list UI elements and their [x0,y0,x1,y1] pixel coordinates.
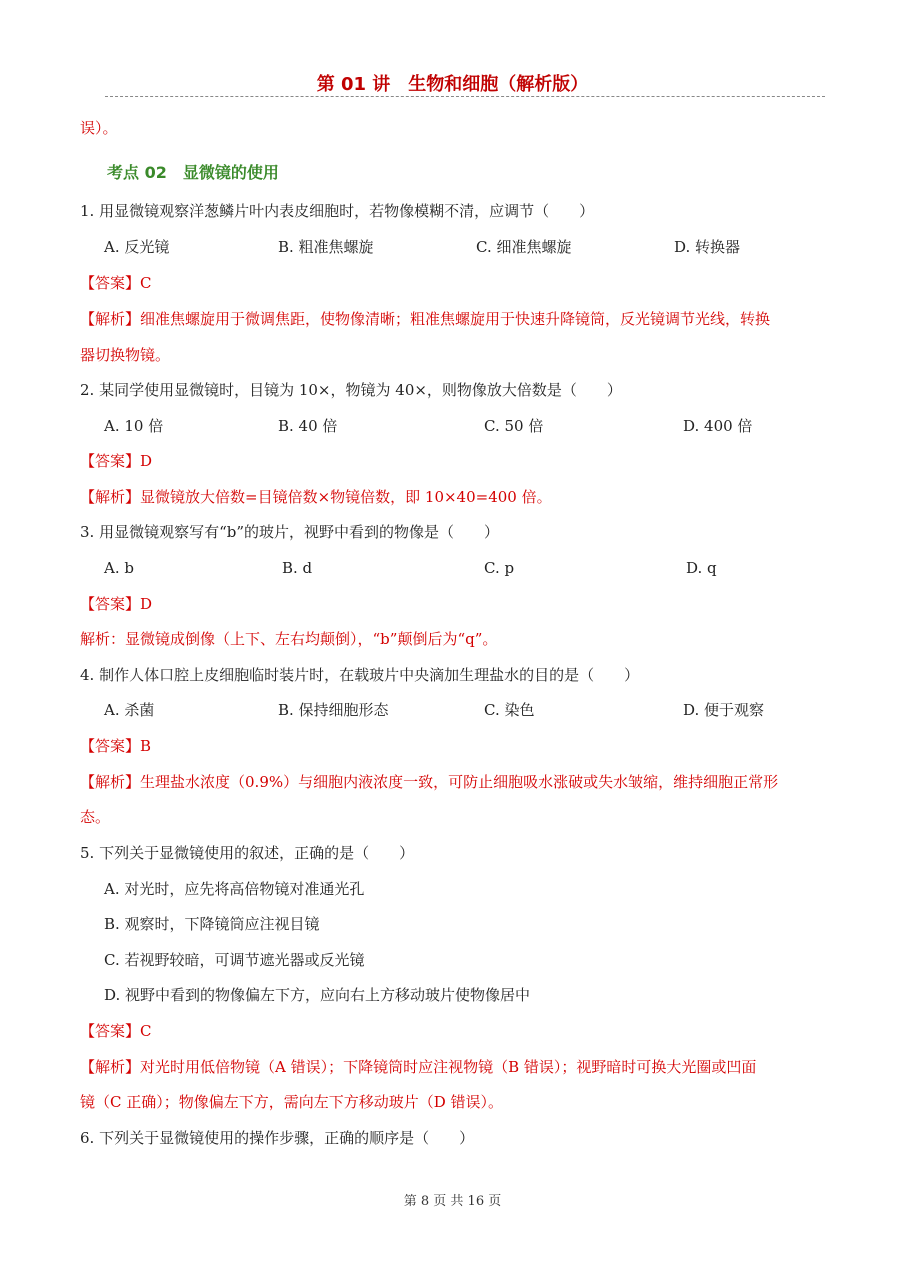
question-2-option-d: D. 400 倍 [683,417,753,435]
question-1-stem: 1. 用显微镜观察洋葱鳞片叶内表皮细胞时，若物像模糊不清，应调节（ ） [80,202,595,220]
question-2-analysis-line-1: 【解析】显微镜放大倍数=目镜倍数×物镜倍数，即 10×40=400 倍。 [80,488,552,506]
question-3-option-a: A. b [104,559,134,577]
question-5-analysis-line-2: 镜（C 正确）；物像偏左下方，需向左下方移动玻片（D 错误）。 [80,1093,504,1111]
question-5-option-c: C. 若视野较暗，可调节遮光器或反光镜 [104,951,365,969]
question-2-option-a: A. 10 倍 [104,417,164,435]
question-1-option-a: A. 反光镜 [104,238,170,256]
question-5-answer: 【答案】C [80,1022,152,1040]
question-1-analysis-line-1: 【解析】细准焦螺旋用于微调焦距，使物像清晰；粗准焦螺旋用于快速升降镜筒，反光镜调节光线，转换 [80,310,771,328]
question-4-option-b: B. 保持细胞形态 [278,701,389,719]
question-1-analysis-line-2: 器切换物镜。 [80,346,171,364]
question-4-analysis-line-1: 【解析】生理盐水浓度（0.9%）与细胞内液浓度一致，可防止细胞吸水涨破或失水皱缩，维持细胞正常形 [80,773,779,791]
question-6-stem: 6. 下列关于显微镜使用的操作步骤，正确的顺序是（ ） [80,1129,475,1147]
question-4-option-a: A. 杀菌 [104,701,155,719]
question-2-option-b: B. 40 倍 [278,417,338,435]
question-3-stem: 3. 用显微镜观察写有“b”的玻片，视野中看到的物像是（ ） [80,523,500,541]
question-3-option-d: D. q [686,559,717,577]
question-1-option-b: B. 粗准焦螺旋 [278,238,374,256]
question-5-stem: 5. 下列关于显微镜使用的叙述，正确的是（ ） [80,844,415,862]
question-4-answer: 【答案】B [80,737,152,755]
question-3-answer: 【答案】D [80,595,153,613]
question-3-analysis-line-1: 解析：显微镜成倒像（上下、左右均颠倒），“b”颠倒后为“q”。 [80,630,498,648]
page-header-title: 第 01 讲 生物和细胞（解析版） [316,74,589,95]
question-2-answer: 【答案】D [80,452,153,470]
question-3-option-c: C. p [484,559,515,577]
section-title: 考点 02 显微镜的使用 [107,163,279,182]
question-3-option-b: B. d [282,559,313,577]
question-5-option-a: A. 对光时，应先将高倍物镜对准通光孔 [104,880,365,898]
question-4-analysis-line-2: 态。 [80,808,111,826]
question-2-option-c: C. 50 倍 [484,417,544,435]
question-5-option-b: B. 观察时，下降镜筒应注视目镜 [104,915,320,933]
continuation-text: 误）。 [80,119,118,137]
header-divider [105,96,825,97]
question-4-stem: 4. 制作人体口腔上皮细胞临时装片时，在载玻片中央滴加生理盐水的目的是（ ） [80,666,640,684]
question-1-option-d: D. 转换器 [674,238,741,256]
question-1-answer: 【答案】C [80,274,152,292]
question-1-option-c: C. 细准焦螺旋 [476,238,572,256]
page-footer: 第 8 页 共 16 页 [403,1194,502,1209]
question-4-option-d: D. 便于观察 [683,701,765,719]
question-2-stem: 2. 某同学使用显微镜时，目镜为 10×，物镜为 40×，则物像放大倍数是（ ） [80,381,622,399]
question-4-option-c: C. 染色 [484,701,535,719]
question-5-option-d: D. 视野中看到的物像偏左下方，应向右上方移动玻片使物像居中 [104,986,531,1004]
question-5-analysis-line-1: 【解析】对光时用低倍物镜（A 错误）；下降镜筒时应注视物镜（B 错误）；视野暗时可换大光圈或凹面 [80,1058,757,1076]
